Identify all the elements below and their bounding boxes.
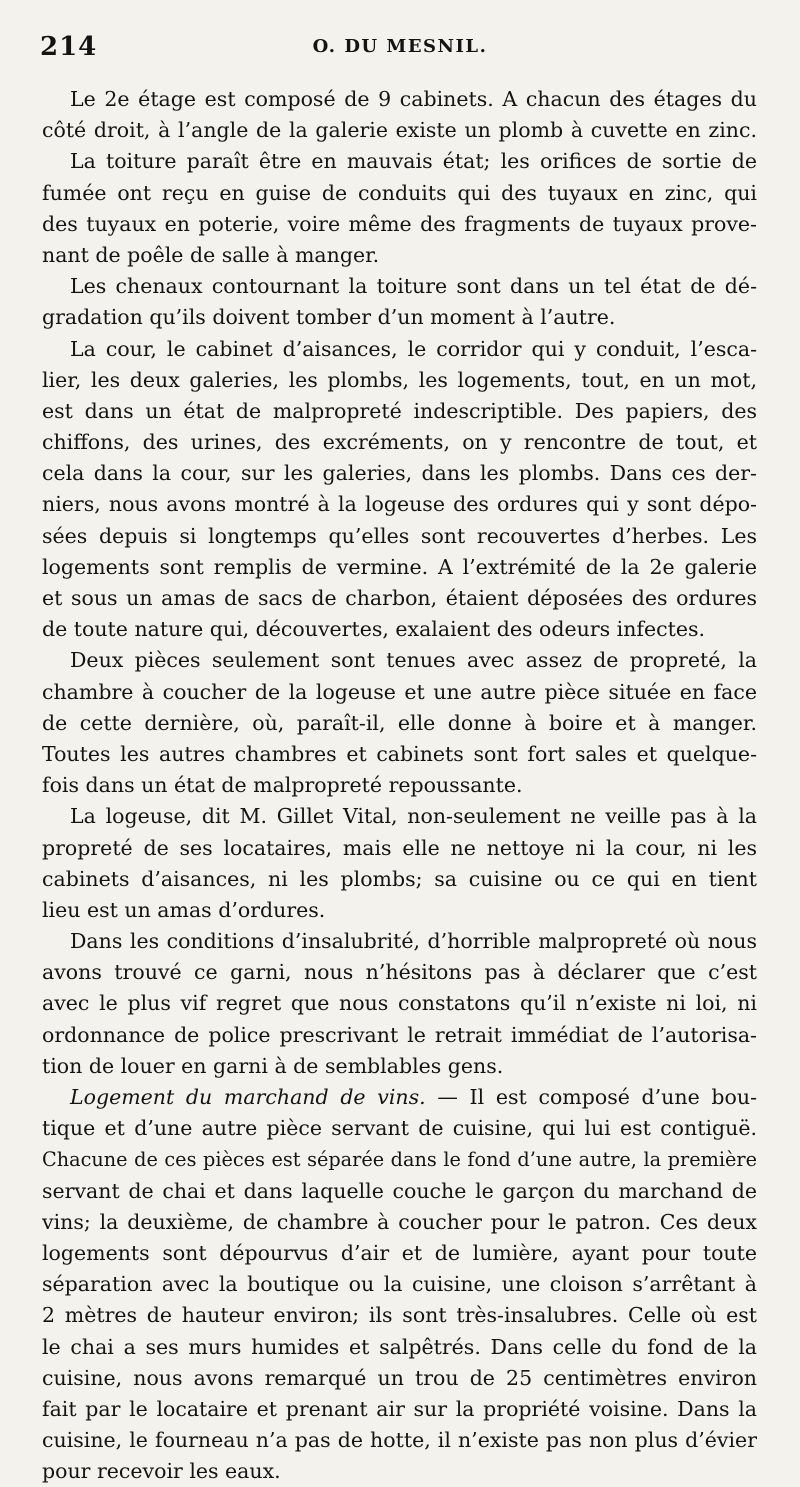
- text-line: Dans les conditions d’insalubrité, d’horrible malpropreté où nous: [70, 929, 757, 954]
- text-line: vins; la deuxième, de chambre à coucher pour le patron. Ces deux: [42, 1209, 757, 1234]
- text-line: le chai a ses murs humides et salpêtrés. Dans celle du fond de la: [42, 1334, 757, 1359]
- text-line: cabinets d’aisances, ni les plombs; sa cuisine ou ce qui en tient: [42, 866, 757, 891]
- text-line: séparation avec la boutique ou la cuisine, une cloison s’arrêtant à: [42, 1272, 757, 1297]
- text-line: propreté de ses locataires, mais elle ne nettoye ni la cour, ni les: [42, 835, 757, 860]
- page-header: [40, 32, 760, 66]
- text-line: gradation qu’ils doivent tomber d’un moment à l’autre.: [42, 305, 616, 330]
- text-line: pour recevoir les eaux.: [42, 1459, 281, 1484]
- text-line: nant de poêle de salle à manger.: [42, 242, 380, 267]
- text-line: La cour, le cabinet d’aisances, le corridor qui y conduit, l’esca-: [70, 336, 757, 361]
- text-line: de cette dernière, où, paraît-il, elle donne à boire et à manger.: [42, 710, 757, 735]
- text-line: côté droit, à l’angle de la galerie existe un plomb à cuvette en zinc.: [42, 118, 757, 143]
- text-line: chambre à coucher de la logeuse et une autre pièce située en face: [42, 679, 757, 704]
- text-line: Le 2e étage est composé de 9 cabinets. A chacun des étages du: [70, 87, 757, 111]
- text-line: ordonnance de police prescrivant le retrait immédiat de l’autorisa-: [42, 1022, 757, 1047]
- text-line: avec le plus vif regret que nous constatons qu’il n’existe ni loi, ni: [42, 991, 757, 1016]
- text-line: Toutes les autres chambres et cabinets sont fort sales et quelque-: [42, 741, 757, 766]
- text-line: 2 mètres de hauteur environ; ils sont très-insalubres. Celle où est: [42, 1303, 757, 1328]
- page-number: 214: [40, 32, 98, 62]
- section-heading: Logement du marchand de vins.: [70, 1085, 426, 1109]
- text-line: logements sont dépourvus d’air et de lumière, ayant pour toute: [42, 1240, 757, 1265]
- text-line: La logeuse, dit M. Gillet Vital, non-seulement ne veille pas à la: [70, 804, 757, 829]
- text-line: et sous un amas de sacs de charbon, étaient déposées des ordures: [42, 586, 757, 610]
- text-line: fait par le locataire et prenant air sur la propriété voisine. Dans la: [42, 1396, 757, 1421]
- text-line: logements sont remplis de vermine. A l’extrémité de la 2e galerie: [42, 554, 757, 579]
- text-line: La toiture paraît être en mauvais état; les orifices de sortie de: [70, 149, 757, 174]
- text-line: lier, les deux galeries, les plombs, les logements, tout, en un mot,: [42, 367, 757, 392]
- text-line: cuisine, nous avons remarqué un trou de 25 centimètres environ: [42, 1365, 757, 1390]
- text-line: Chacune de ces pièces est séparée dans le fond d’une autre, la première: [42, 1148, 757, 1172]
- text-line: Les chenaux contournant la toiture sont dans un tel état de dé-: [70, 274, 757, 299]
- text-line: fois dans un état de malpropreté repoussante.: [42, 773, 523, 798]
- text-fragment: — Il est composé d’une bou-: [437, 1085, 757, 1109]
- body-text: [42, 84, 757, 1487]
- text-line: fumée ont reçu en guise de conduits qui des tuyaux en zinc, qui: [42, 180, 757, 205]
- text-line: niers, nous avons montré à la logeuse des ordures qui y sont dépo-: [42, 492, 757, 517]
- text-line: est dans un état de malpropreté indescriptible. Des papiers, des: [42, 398, 757, 423]
- text-line: chiffons, des urines, des excréments, on y rencontre de tout, et: [42, 430, 757, 455]
- text-line: cela dans la cour, sur les galeries, dans les plombs. Dans ces der-: [42, 461, 757, 486]
- text-line: cuisine, le fourneau n’a pas de hotte, il n’existe pas non plus d’évier: [42, 1428, 757, 1453]
- text-line: des tuyaux en poterie, voire même des fragments de tuyaux prove-: [42, 211, 757, 236]
- text-line-with-heading: [42, 1082, 757, 1113]
- text-line: tion de louer en garni à de semblables gens.: [42, 1053, 504, 1078]
- text-line: tique et d’une autre pièce servant de cuisine, qui lui est contiguë.: [42, 1116, 757, 1141]
- text-line: lieu est un amas d’ordures.: [42, 897, 326, 922]
- running-head: O. DU MESNIL.: [312, 36, 488, 57]
- text-line: Deux pièces seulement sont tenues avec assez de propreté, la: [70, 648, 757, 673]
- text-line: servant de chai et dans laquelle couche le garçon du marchand de: [42, 1178, 757, 1203]
- text-line: avons trouvé ce garni, nous n’hésitons pas à déclarer que c’est: [42, 960, 757, 985]
- text-line: de toute nature qui, découvertes, exalaient des odeurs infectes.: [42, 617, 706, 642]
- text-line: sées depuis si longtemps qu’elles sont recouvertes d’herbes. Les: [42, 523, 757, 548]
